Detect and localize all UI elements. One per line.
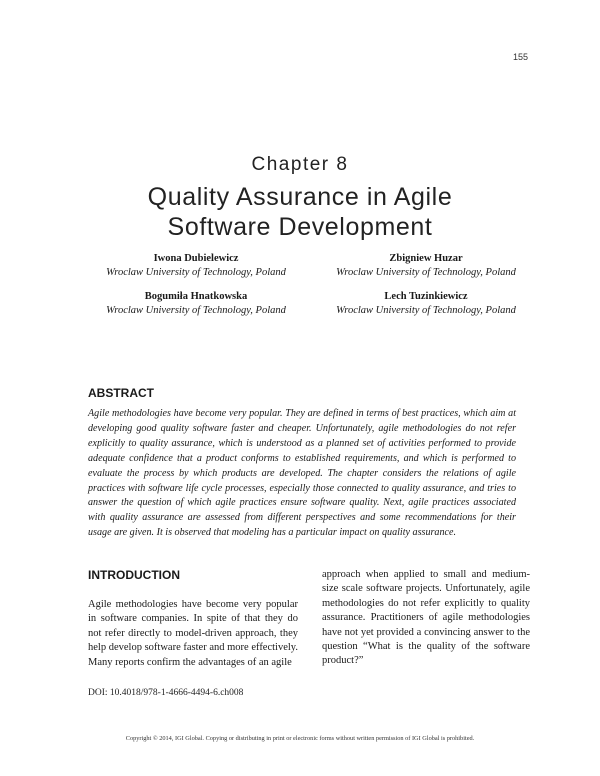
- copyright-notice: Copyright © 2014, IGI Global. Copying or distributing in print or electronic forms without written permission of IGI Global is prohibited.: [125, 735, 475, 742]
- title-line-1: Quality Assurance in Agile: [147, 183, 453, 211]
- author-name: Bogumiła Hnatkowska: [144, 291, 248, 302]
- title-line-2: Software Development: [167, 213, 433, 241]
- author-block: [326, 252, 526, 280]
- doi-line: DOI: 10.4018/978-1-4666-4494-6.ch008: [88, 688, 244, 698]
- author-name: Zbigniew Huzar: [389, 253, 463, 264]
- author-name: Lech Tuzinkiewicz: [384, 291, 468, 302]
- author-name: Iwona Dubielewicz: [153, 253, 239, 264]
- author-affiliation: Wroclaw University of Technology, Poland: [336, 305, 516, 316]
- introduction-column-2: approach when applied to small and medium-size scale software projects. Unfortunately, agile methodologies do not refer explicitly to quality assurance. Practitioners of agile methodologies have not yet provided a convincing answer to the question “What is the quality of the software product?”: [322, 569, 530, 667]
- abstract-body: Agile methodologies have become very popular. They are defined in terms of best practices, which aim at developing good quality software faster and cheaper. Unfortunately, agile methodologies do not refer explicitly to quality assurance, which is understood as a planned set of activities performed to provide adequate confidence that a product conforms to established requirements, and which is performed to evaluate the process by which products are developed. The chapter considers the relations of agile practices with software life cycle processes, especially those connected to quality assurance, and tries to answer the question of which agile practices ensure software quality. Next, agile practices associated with quality assurance are assessed from different perspectives and some recommendations for their usage are given. It is observed that modeling has a particular impact on quality assurance.: [88, 408, 516, 539]
- chapter-title: [0, 182, 600, 242]
- author-block: [96, 290, 296, 318]
- author-affiliation: Wroclaw University of Technology, Poland: [106, 305, 286, 316]
- author-affiliation: Wroclaw University of Technology, Poland: [336, 267, 516, 278]
- abstract-heading: ABSTRACT: [88, 386, 154, 400]
- page-number: 155: [512, 52, 528, 62]
- author-affiliation: Wroclaw University of Technology, Poland: [106, 267, 286, 278]
- chapter-label: Chapter 8: [251, 154, 349, 175]
- introduction-column-1: Agile methodologies have become very popular in software companies. In spite of that they do not refer directly to model-driven approach, they help develop software faster and more effectively. Many reports confirm the advantages of an agile: [88, 599, 298, 668]
- introduction-heading: INTRODUCTION: [88, 568, 180, 582]
- author-block: [96, 252, 296, 280]
- author-block: [326, 290, 526, 318]
